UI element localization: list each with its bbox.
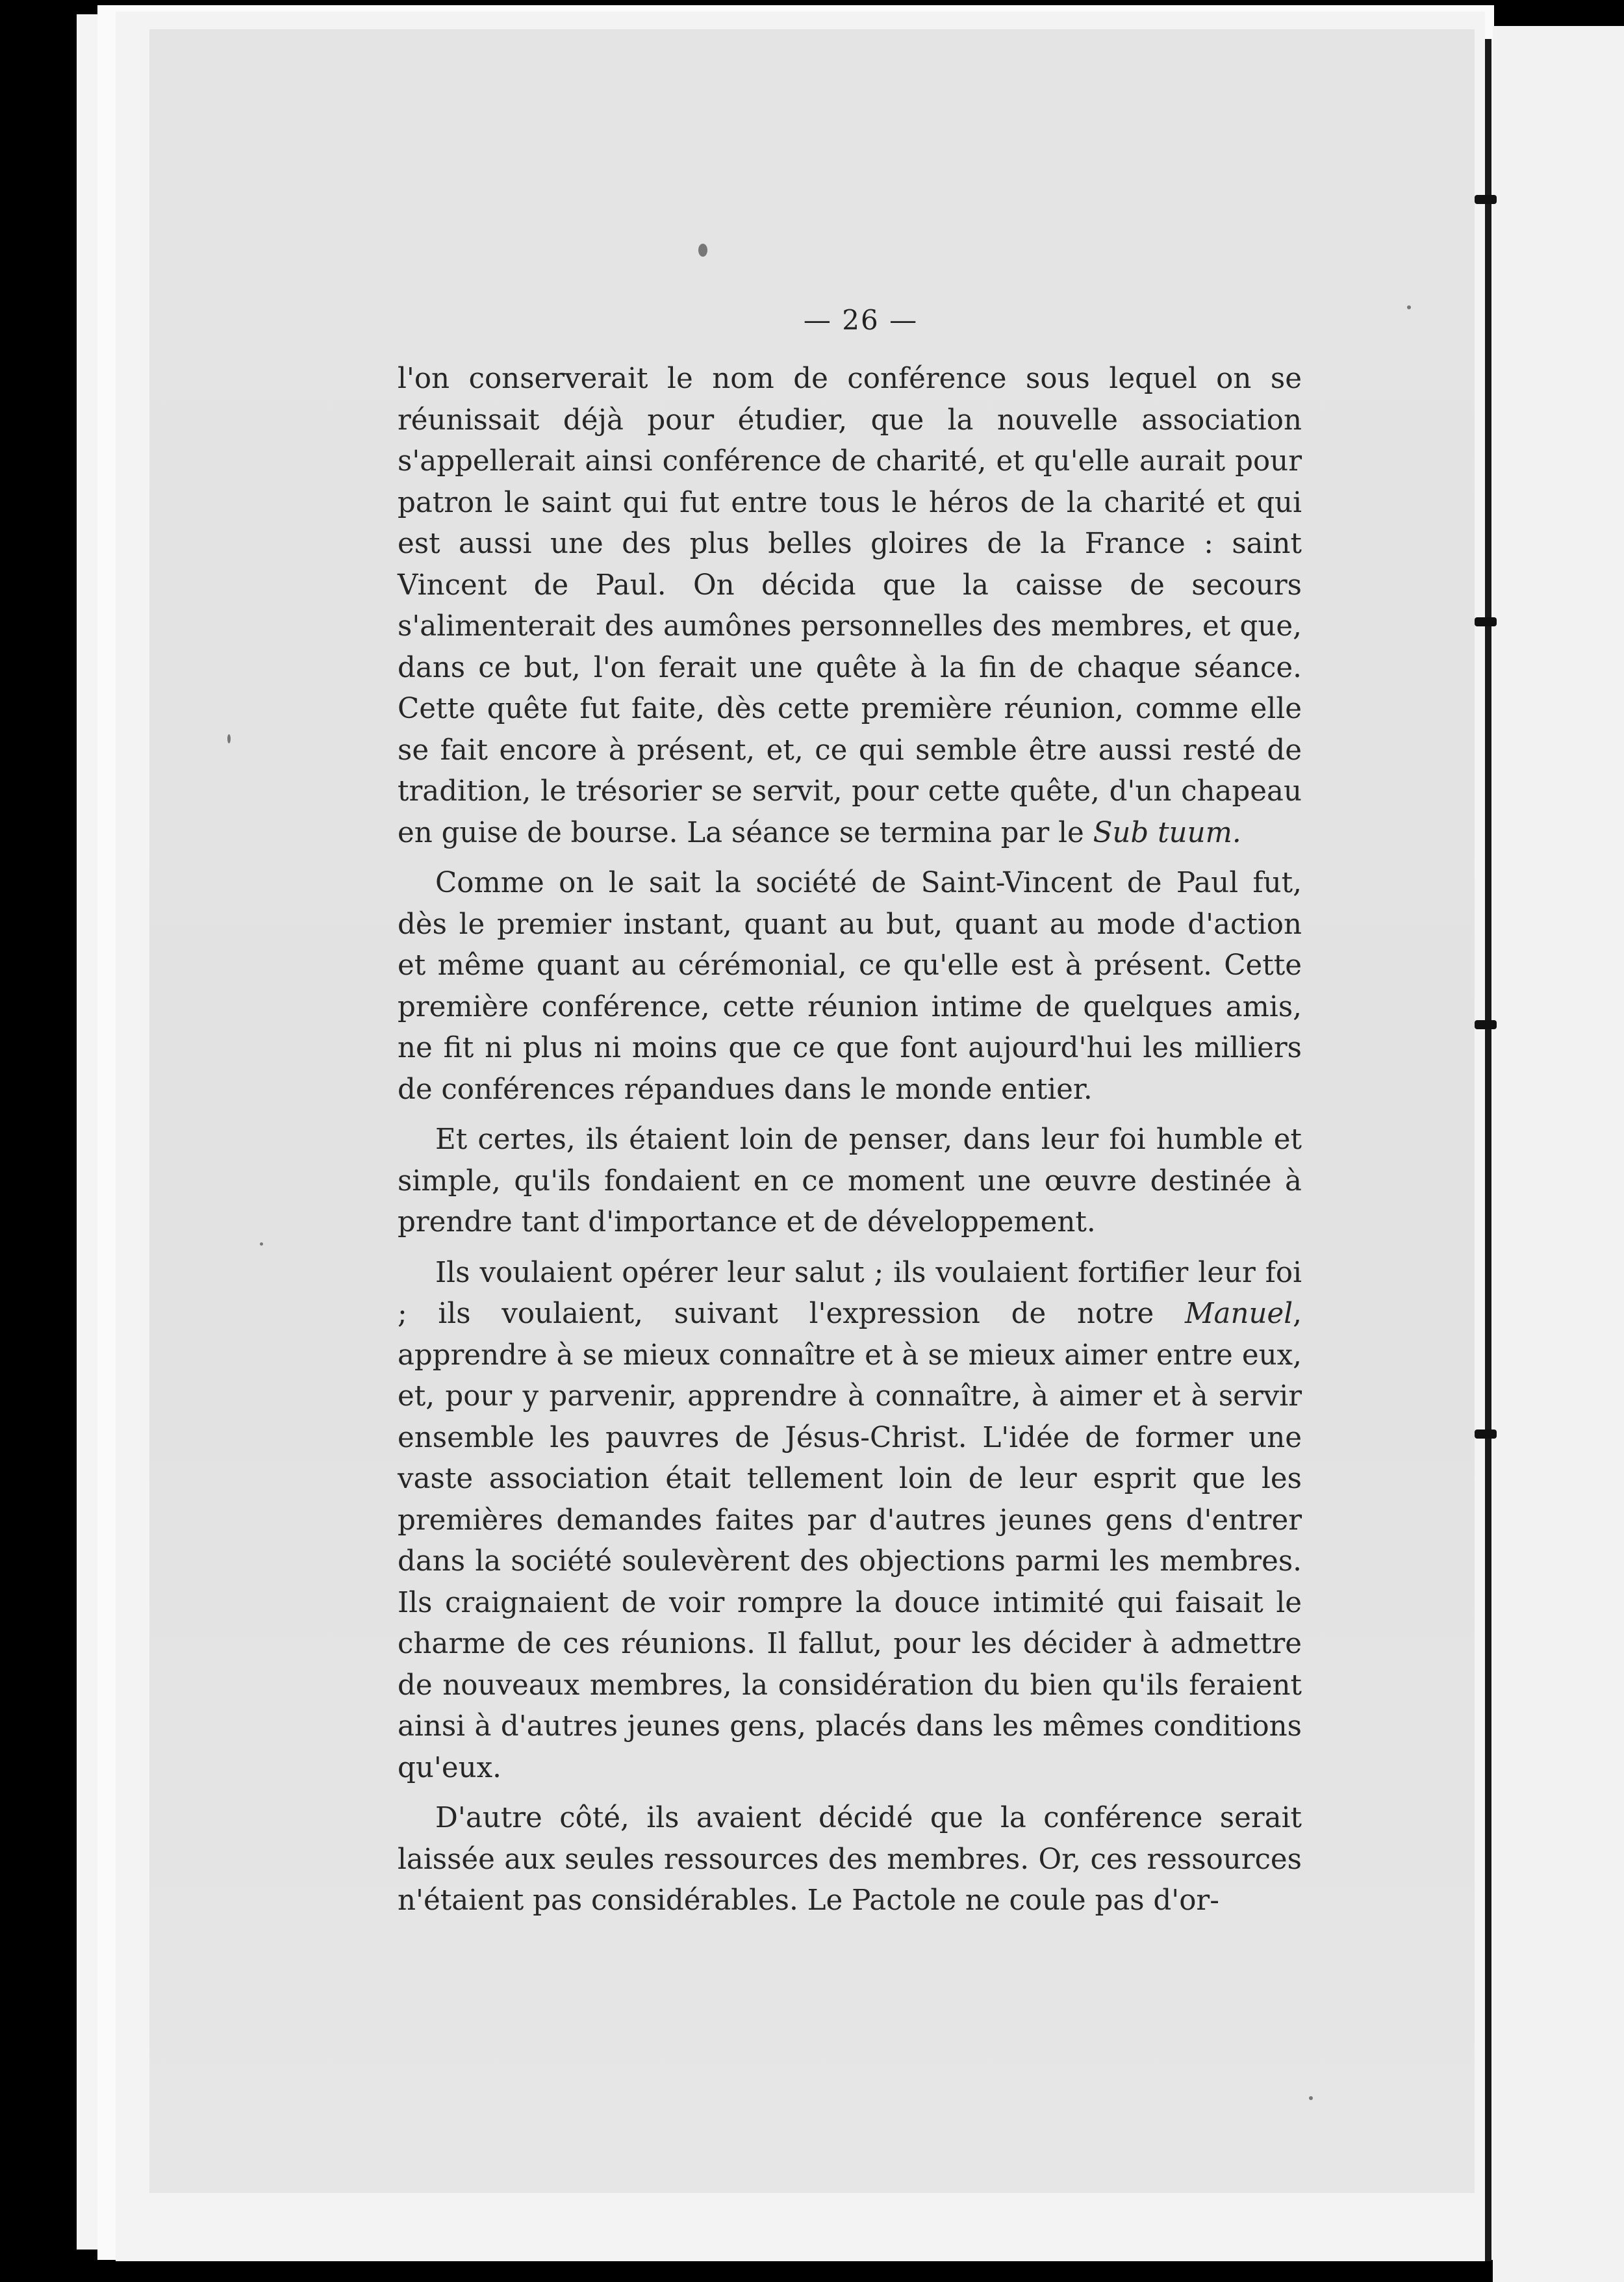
text-run: l'on conserverait le nom de conférence sous lequel on se réunissait déjà pour étudier, que la nouvelle association s'appellerait ainsi conférence de charité, et qu'elle aurait pour patron le saint qui fut entre tous le héros de la charité et qui est aussi une des plus belles gloires de la France : saint Vincent de Paul. On décida que la caisse de secours s'alimenterait des aumônes personnelles des membres, et que, dans ce but, l'on ferait une quête à la fin de chaque séance. Cette quête fut faite, dès cette première réunion, comme elle se fait encore à présent, et, ce qui semble être aussi resté de tradition, le trésorier se servit, pour cette quête, d'un chapeau en guise de bourse. La séance se termina par le (398, 363, 1302, 849)
paper-speck (698, 244, 707, 257)
italic-text: Sub tuum. (1093, 816, 1241, 849)
binding-mark (1475, 195, 1497, 204)
paper-speck (260, 1242, 263, 1246)
text-run: Comme on le sait la société de Saint-Vincent de Paul fut, dès le premier instant, quant au but, quant au mode d'action et même quant au cérémonial, ce qu'elle est à présent. Cette première conférence, cette réunion intime de quelques amis, ne fit ni plus ni moins que ce que font aujourd'hui les milliers de conférences répandues dans le monde entier. (398, 867, 1302, 1106)
binding-mark (1475, 617, 1497, 626)
paper-speck (227, 734, 231, 743)
body-text (398, 359, 1302, 1931)
paragraph (398, 1120, 1302, 1244)
paragraph (398, 1798, 1302, 1922)
book-spine (1485, 39, 1491, 2261)
paragraph (398, 1253, 1302, 1789)
text-run: Ils voulaient opérer leur salut ; ils voulaient fortifier leur foi ; ils voulaient, suivant l'expression de notre (398, 1256, 1302, 1330)
italic-text: Manuel (1185, 1298, 1293, 1330)
page-number: — 26 — (803, 304, 919, 336)
binding-mark (1475, 1429, 1497, 1439)
paragraph (398, 863, 1302, 1110)
paper-speck (1309, 2096, 1313, 2100)
paragraph (398, 359, 1302, 854)
binding-mark (1475, 1020, 1497, 1029)
text-run: , apprendre à se mieux connaître et à se mieux aimer entre eux, et, pour y parvenir, apprendre à connaître, à aimer et à servir ensemble les pauvres de Jésus-Christ. L'idée de former une vaste association était tellement loin de leur esprit que les premières demandes faites par d'autres jeunes gens d'entrer dans la société soulevèrent des objections parmi les membres. Ils craignaient de voir rompre la douce intimité qui faisait le charme de ces réunions. Il fallut, pour les décider à admettre de nouveaux membres, la considération du bien qu'ils feraient ainsi à d'autres jeunes gens, placés dans les mêmes conditions qu'eux. (398, 1298, 1302, 1784)
facing-page (1493, 26, 1624, 2282)
text-run: D'autre côté, ils avaient décidé que la conférence serait laissée aux seules ressources des membres. Or, ces ressources n'étaient pas considérables. Le Pactole ne coule pas d'or- (398, 1802, 1302, 1917)
text-run: Et certes, ils étaient loin de penser, dans leur foi humble et simple, qu'ils fondaient en ce moment une œuvre destinée à prendre tant d'importance et de développement. (398, 1123, 1302, 1238)
